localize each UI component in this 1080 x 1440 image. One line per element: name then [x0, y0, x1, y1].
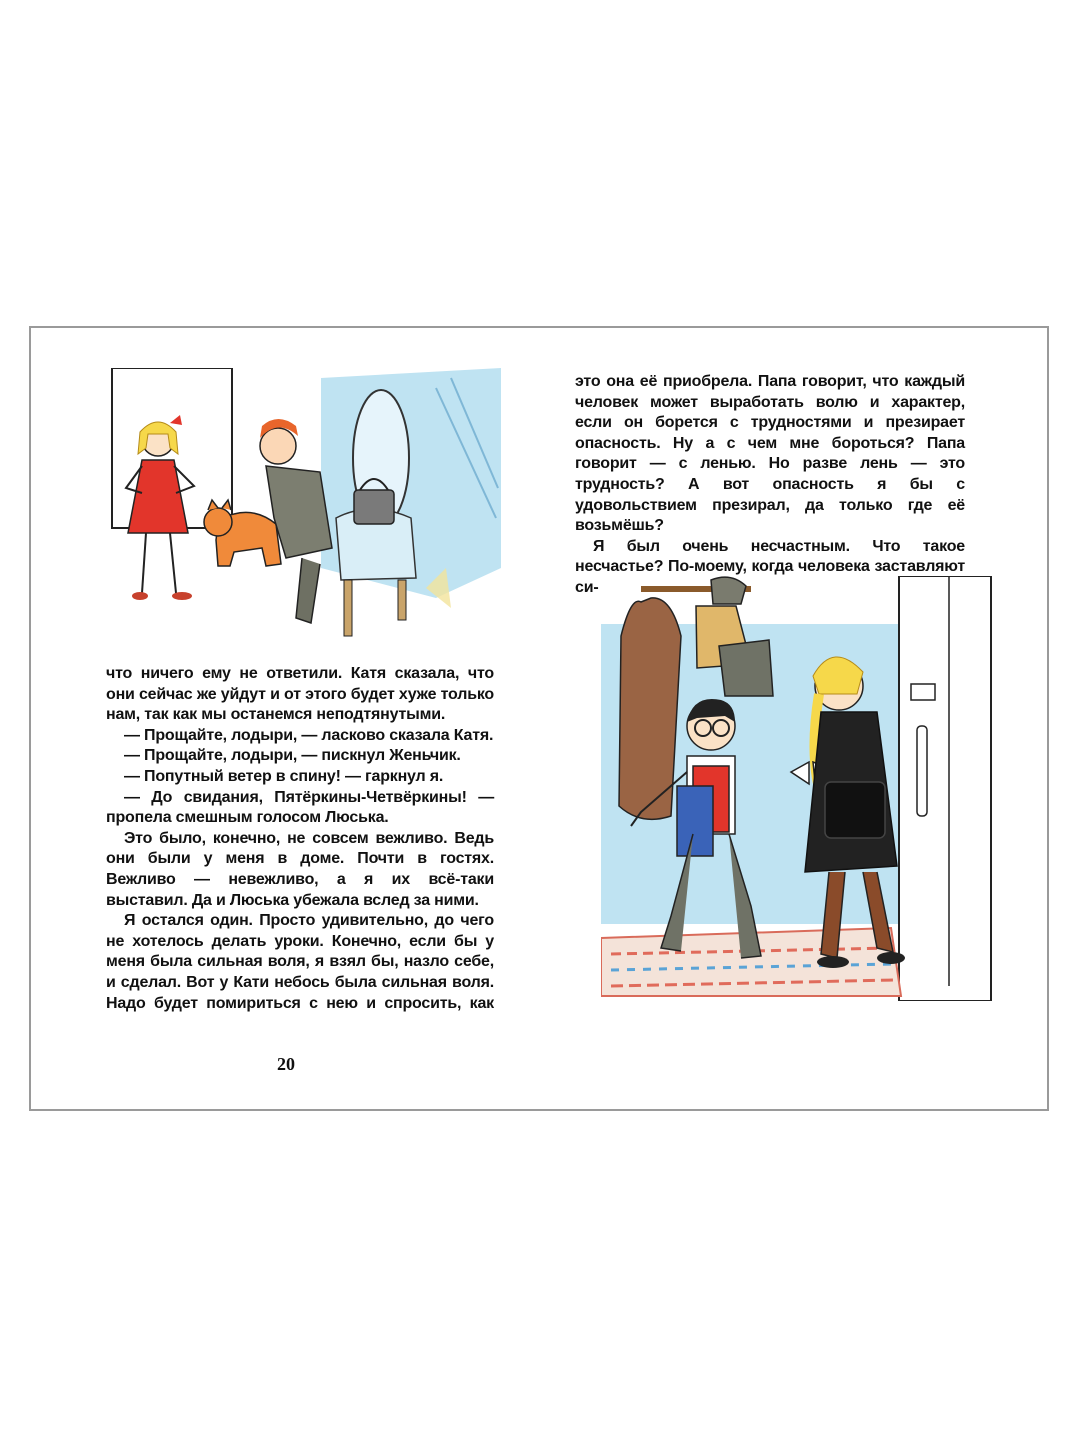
book-spread	[29, 326, 1049, 1111]
right-page-text	[575, 372, 965, 599]
paragraph: что ничего ему не ответили. Катя сказала, что они сейчас же уйдут и от этого будет хуже только нам, так как мы останемся неподтянутыми.	[106, 665, 494, 724]
paragraph: Я был очень несчастным. Что такое несчастье? По-моему, когда человека заставляют си-	[575, 537, 965, 596]
illustration-children-and-cat	[106, 368, 501, 646]
illustration-scene-left	[106, 368, 501, 646]
illustration-scene-right	[601, 576, 993, 1001]
paragraph: — Попутный ветер в спину! — гаркнул я.	[124, 767, 444, 785]
left-page-text	[106, 664, 494, 1014]
paragraph: — Прощайте, лодыри, — ласково сказала Катя.	[124, 726, 494, 744]
paragraph: — Прощайте, лодыри, — пискнул Женьчик.	[124, 747, 461, 765]
left-page	[31, 328, 541, 1109]
illustration-children-in-hallway	[601, 576, 993, 1001]
paragraph: Это было, конечно, не совсем вежливо. Ведь они были у меня в доме. Почти в гостях. Вежливо — невежливо, а я их всё-таки выставил. Да и Люська убежала вслед за ними.	[106, 829, 494, 909]
right-page	[541, 328, 1051, 1109]
paragraph: это она её приобрела. Папа говорит, что каждый человек может выработать волю и характер, если он борется с трудностями и презирает опасность. Ну а с чем мне бороться? Папа говорит — с ленью. Но разве лень — это трудность? А вот опасность я бы с удовольствием презирал, да только где её возьмёшь?	[575, 373, 965, 535]
paragraph: Я остался один. Просто удивительно, до чего не хотелось делать уроки. Конечно, если бы у меня была сильная воля, я взял бы, назло себе, и сделал. Вот у Кати небось была сильная воля. Надо будет помириться с нею и спросить, как	[106, 912, 494, 1012]
page-number: 20	[277, 1054, 295, 1074]
paragraph: — До свидания, Пятёркины-Четвёркины! — пропела смешным голосом Люська.	[106, 788, 494, 827]
